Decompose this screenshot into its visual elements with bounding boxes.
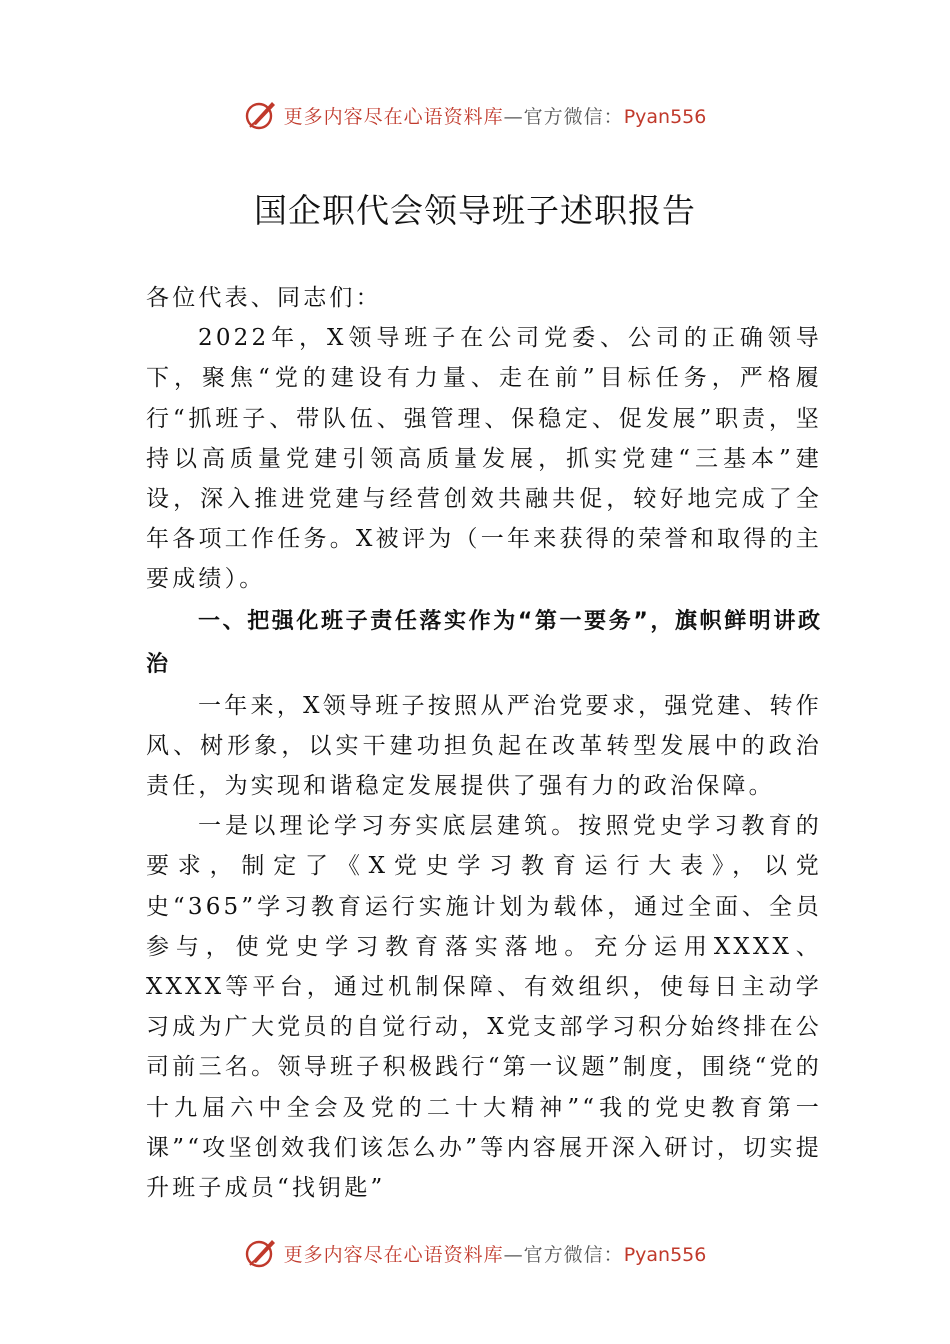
document-body: [146, 278, 822, 1208]
watermark-banner-top: [0, 95, 950, 135]
quill-logo-icon: [244, 98, 278, 132]
watermark-banner-bottom: [0, 1233, 950, 1273]
paragraph-section-summary: 一年来，X领导班子按照从严治党要求，强党建、转作风、树形象，以实干建功担负起在改革转型发展中的政治责任，为实现和谐稳定发展提供了强有力的政治保障。: [146, 692, 822, 800]
watermark-text: 更多内容尽在心语资料库—官方微信：Pyan556: [283, 1243, 707, 1266]
page-title: 国企职代会领导班子述职报告: [254, 191, 696, 230]
quill-logo-icon: [244, 1236, 278, 1270]
salutation: 各位代表、同志们：: [146, 285, 382, 311]
paragraph-theory-study: 一是以理论学习夯实底层建筑。按照党史学习教育的要求，制定了《X党史学习教育运行大表》，以党史“365”学习教育运行实施计划为载体，通过全面、全员参与，使党史学习教育落实落地。充分运用XXXX、XXXX等平台，通过机制保障、有效组织，使每日主动学习成为广大党员的自觉行动，X党支部学习积分始终排在公司前三名。领导班子积极践行“第一议题”制度，围绕“党的十九届六中全会及党的二十大精神”“我的党史教育第一课”“攻坚创效我们该怎么办”等内容展开深入研讨，切实提升班子成员“找钥匙”: [146, 813, 822, 1202]
paragraph-intro: 2022年，X领导班子在公司党委、公司的正确领导下，聚焦“党的建设有力量、走在前”目标任务，严格履行“抓班子、带队伍、强管理、保稳定、促发展”职责，坚持以高质量党建引领高质量发展，抓实党建“三基本”建设，深入推进党建与经营创效共融共促，较好地完成了全年各项工作任务。X被评为（一年来获得的荣誉和取得的主要成绩）。: [146, 325, 822, 593]
section-heading-1: 一、把强化班子责任落实作为“第一要务”，旗帜鲜明讲政治: [146, 608, 822, 677]
watermark-text: 更多内容尽在心语资料库—官方微信：Pyan556: [283, 105, 707, 128]
